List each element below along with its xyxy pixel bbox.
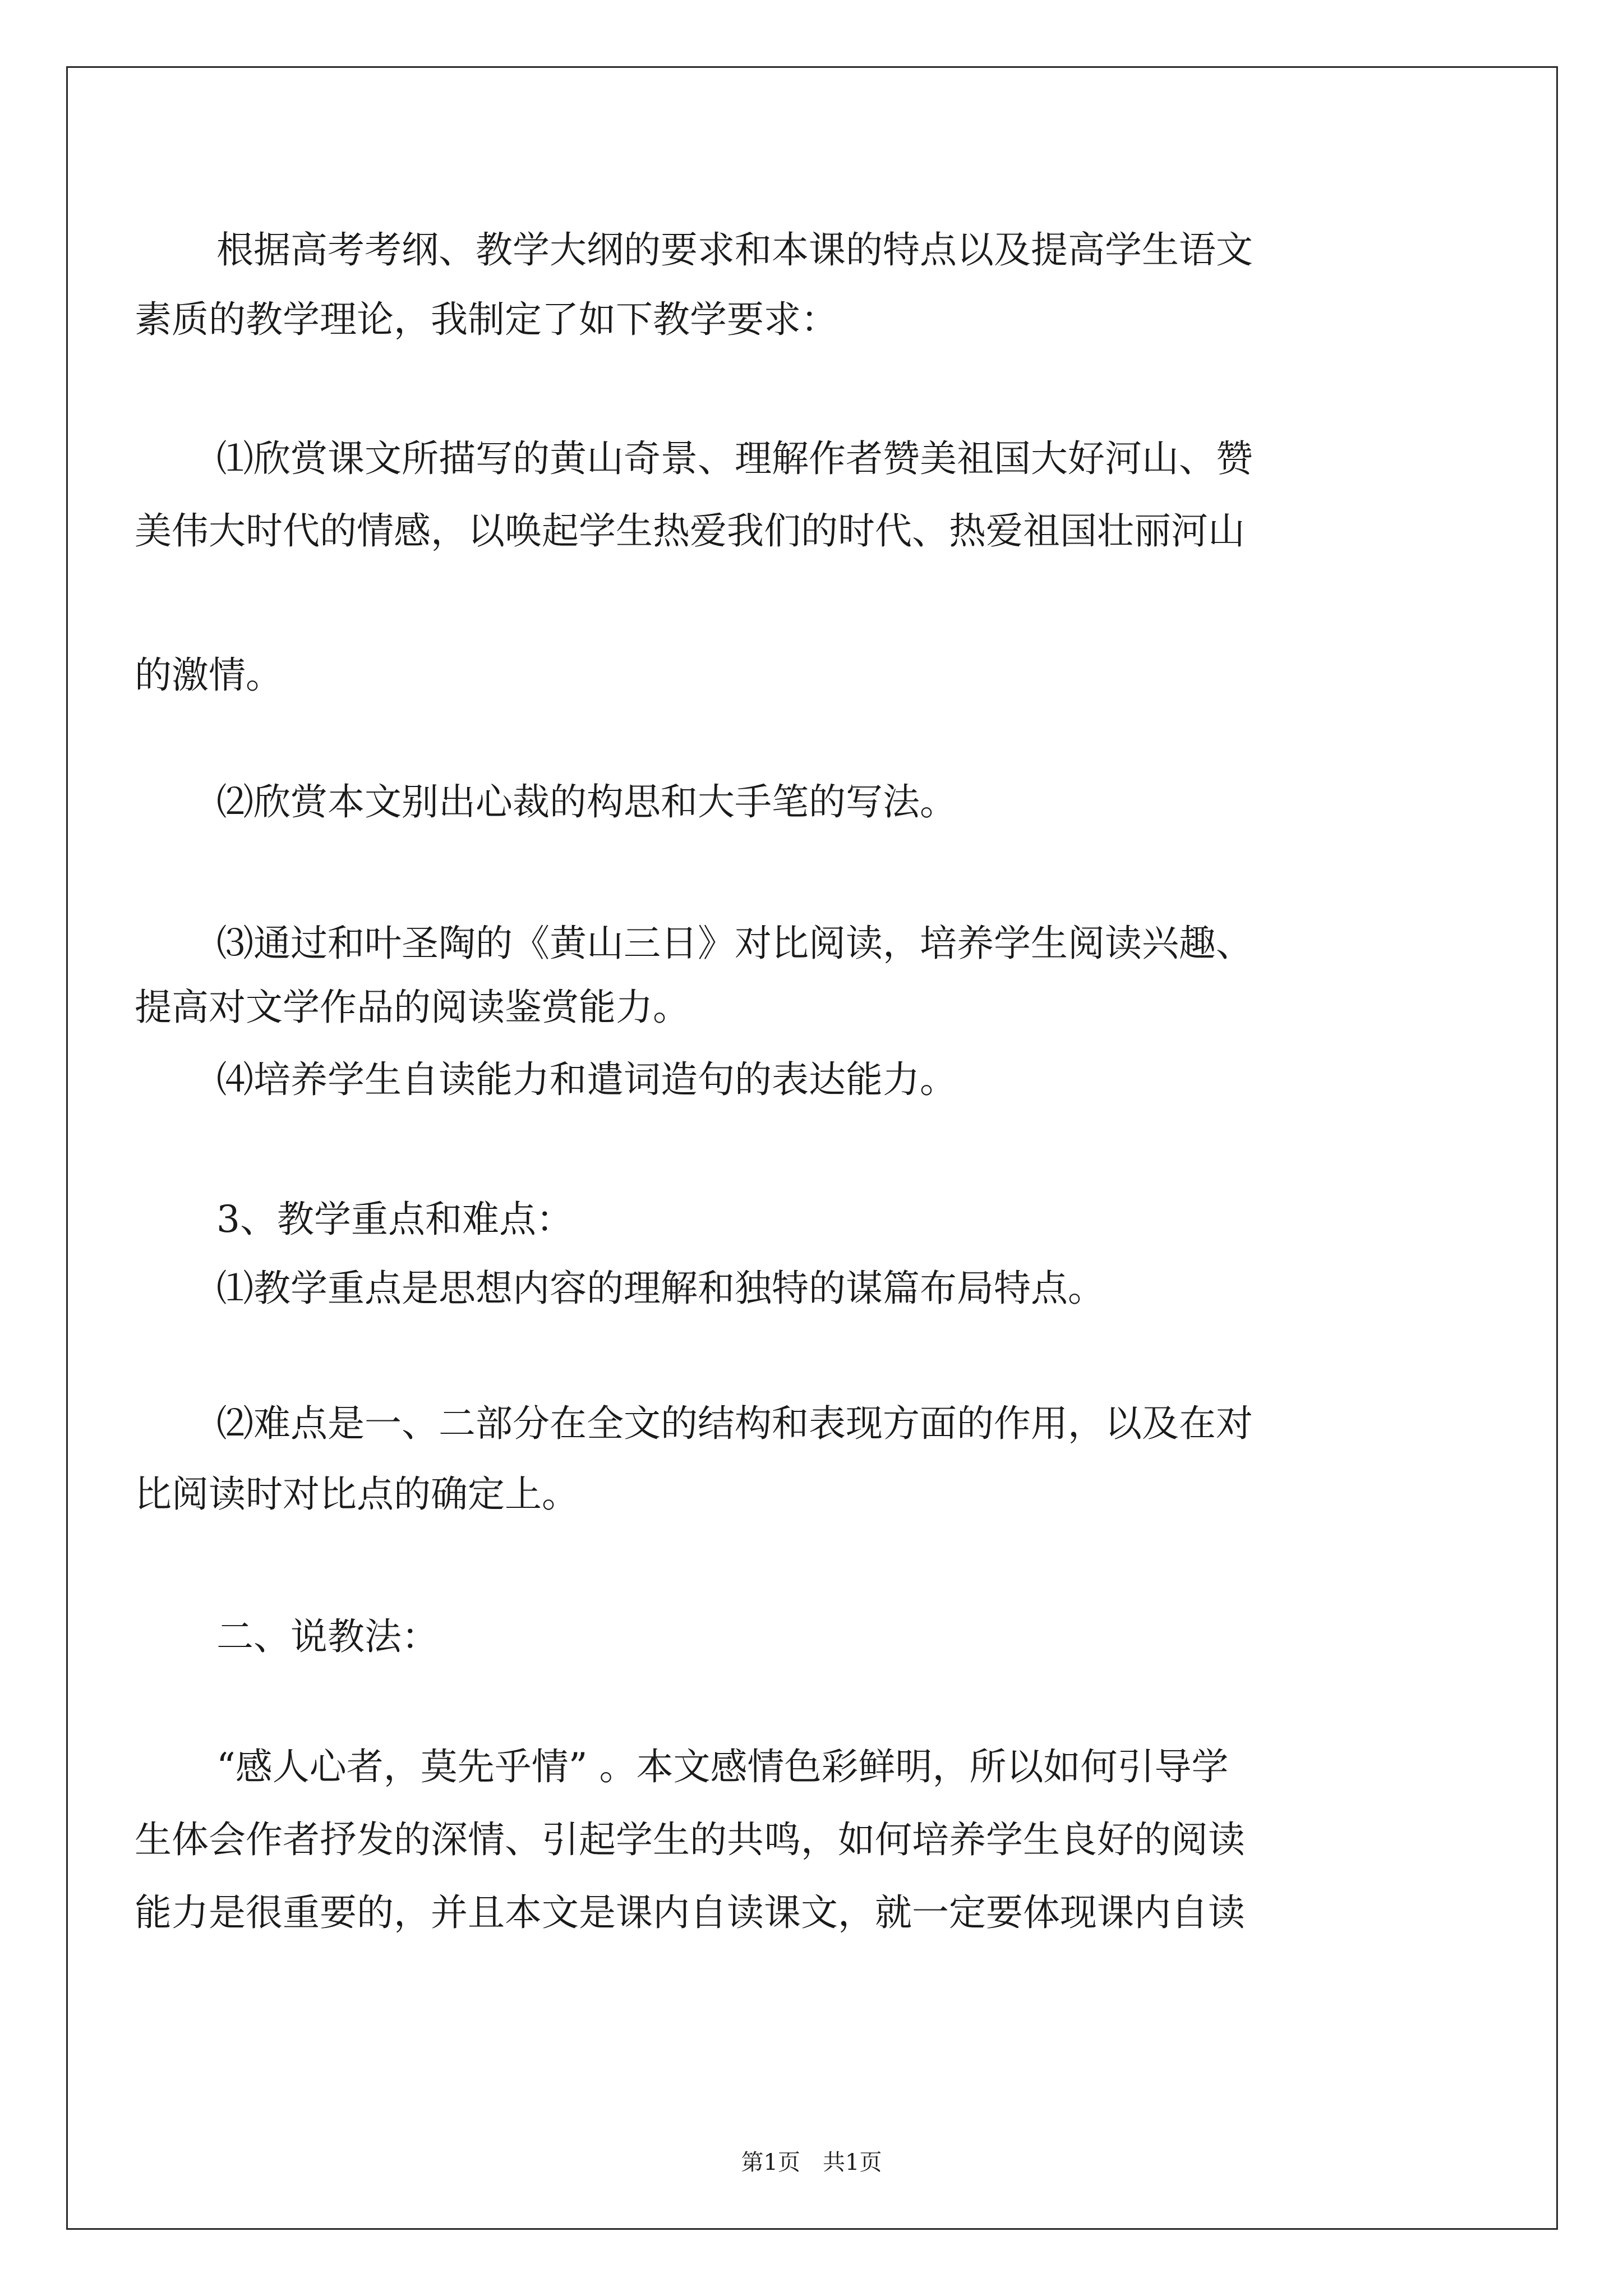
page-total: 共1页 bbox=[823, 2150, 882, 2175]
text-line-7: ⑶通过和叶圣陶的《黄山三日》对比阅读，培养学生阅读兴趣、 bbox=[216, 922, 1253, 965]
text-line-11: ⑴教学重点是思想内容的理解和独特的谋篇布局特点。 bbox=[216, 1267, 1105, 1310]
text-line-17: 能力是很重要的，并且本文是课内自读课文，就一定要体现课内自读 bbox=[135, 1891, 1245, 1934]
text-line-14: 二、说教法： bbox=[216, 1615, 439, 1658]
text-line-16: 生体会作者抒发的深情、引起学生的共鸣，如何培养学生良好的阅读 bbox=[135, 1818, 1245, 1861]
text-line-12: ⑵难点是一、二部分在全文的结构和表现方面的作用，以及在对 bbox=[216, 1402, 1253, 1445]
text-line-2: 素质的教学理论，我制定了如下教学要求： bbox=[135, 298, 838, 341]
text-line-1: 根据高考考纲、教学大纲的要求和本课的特点以及提高学生语文 bbox=[216, 228, 1253, 272]
text-line-10: 3、教学重点和难点： bbox=[216, 1198, 573, 1241]
text-line-3: ⑴欣赏课文所描写的黄山奇景、理解作者赞美祖国大好河山、赞 bbox=[216, 437, 1253, 480]
text-line-4: 美伟大时代的情感，以唤起学生热爱我们的时代、热爱祖国壮丽河山 bbox=[135, 509, 1245, 553]
text-line-5: 的激情。 bbox=[135, 654, 283, 697]
text-line-8: 提高对文学作品的阅读鉴赏能力。 bbox=[135, 986, 690, 1029]
page-number: 第1页 bbox=[741, 2150, 800, 2175]
text-line-6: ⑵欣赏本文别出心裁的构思和大手笔的写法。 bbox=[216, 780, 957, 823]
text-line-13: 比阅读时对比点的确定上。 bbox=[135, 1473, 579, 1516]
page-footer bbox=[0, 2148, 1623, 2177]
text-line-15: “感人心者，莫先乎情” 。本文感情色彩鲜明，所以如何引导学 bbox=[216, 1745, 1229, 1788]
text-line-9: ⑷培养学生自读能力和遣词造句的表达能力。 bbox=[216, 1058, 957, 1101]
